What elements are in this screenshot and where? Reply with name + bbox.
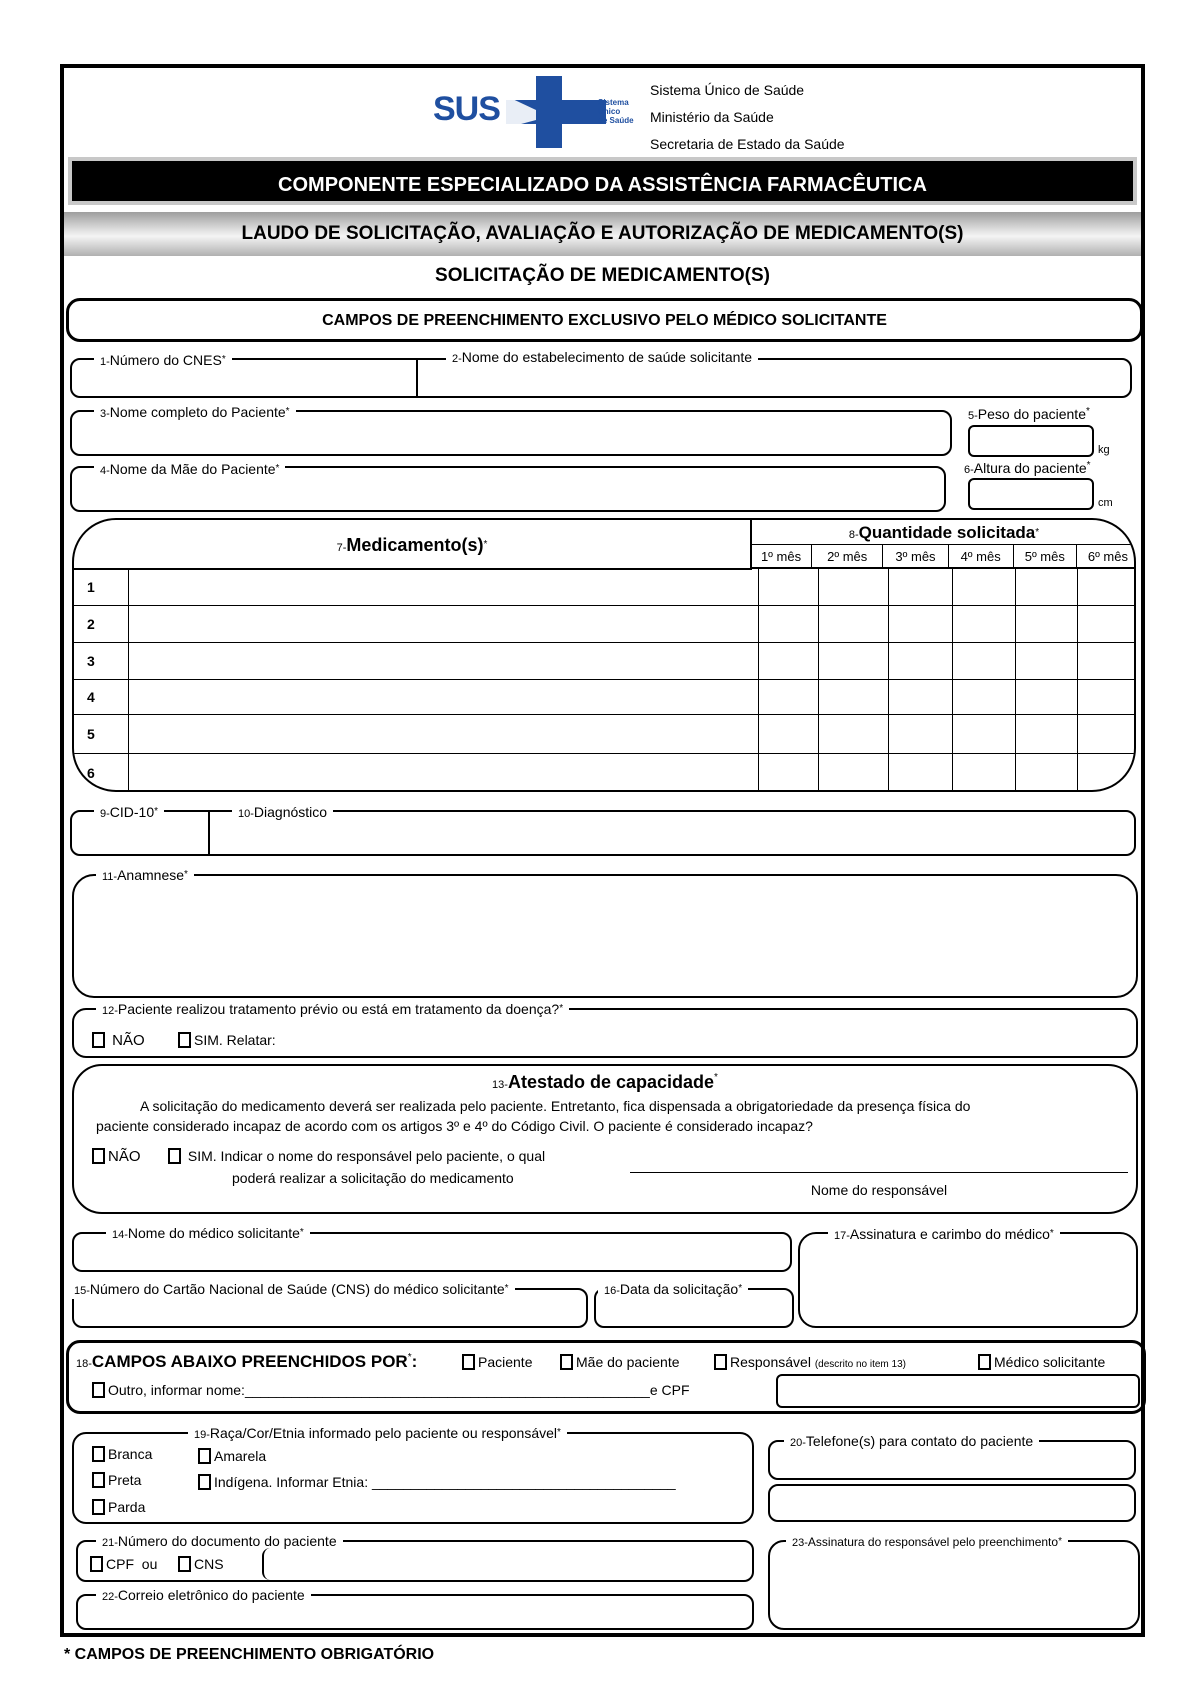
prior-treatment-yes-label: SIM. Relatar: <box>194 1032 276 1048</box>
footer-note: * CAMPOS DE PREENCHIMENTO OBRIGATÓRIO <box>64 1646 435 1663</box>
checkbox[interactable] <box>462 1354 475 1370</box>
weight-star: * <box>1085 406 1090 417</box>
checkbox[interactable] <box>92 1499 105 1515</box>
qty-cell[interactable] <box>952 715 1016 754</box>
qty-cell[interactable] <box>759 606 819 643</box>
capacity-title <box>72 1072 1138 1093</box>
checkbox-no[interactable] <box>92 1032 105 1048</box>
document-cns-label: CNS <box>194 1556 224 1572</box>
qty-cell[interactable] <box>1078 715 1136 754</box>
qty-cell[interactable] <box>1016 569 1078 606</box>
anamnesis-label <box>96 867 194 885</box>
option-responsible-label: Responsável <box>730 1354 811 1370</box>
race-brown[interactable] <box>92 1499 145 1515</box>
qty-cell[interactable] <box>1078 569 1136 606</box>
qty-cell[interactable] <box>952 569 1016 606</box>
race-white[interactable] <box>92 1446 152 1462</box>
checkbox[interactable] <box>92 1472 105 1488</box>
checkbox[interactable] <box>92 1382 105 1398</box>
race-text: Raça/Cor/Etnia informado pelo paciente ou responsável <box>209 1425 558 1441</box>
quantity-text: Quantidade solicitada <box>858 523 1036 542</box>
qty-cell[interactable] <box>1016 606 1078 643</box>
doctor-name-star: * <box>299 1227 304 1238</box>
month-3: 3º mês <box>883 545 948 568</box>
race-brown-label: Parda <box>108 1499 146 1515</box>
anamnesis-text: Anamnese <box>117 867 185 883</box>
capacity-star: * <box>714 1072 718 1083</box>
qty-cell[interactable] <box>952 643 1016 680</box>
height-label <box>964 460 1091 476</box>
document-cns[interactable] <box>178 1556 224 1572</box>
race-white-label: Branca <box>108 1446 153 1462</box>
medications-header <box>74 520 752 570</box>
qty-cell[interactable] <box>952 754 1016 793</box>
logo-sub1: Sistema <box>598 98 629 107</box>
filled-by-num: 18- <box>76 1358 92 1370</box>
diagnosis-num: 10- <box>238 808 254 820</box>
doctor-cns-star: * <box>504 1283 509 1294</box>
responsible-signature-text: Assinatura do responsável pelo preenchimento <box>807 1535 1059 1549</box>
checkbox[interactable] <box>198 1448 211 1464</box>
capacity-yes-text1: . Indicar o nome do responsável pelo paciente, o qual <box>212 1148 546 1164</box>
establishment-label <box>446 349 758 367</box>
logo-caption <box>598 98 634 125</box>
qty-cell[interactable] <box>759 569 819 606</box>
medication-cell[interactable] <box>128 606 759 643</box>
qty-cell[interactable] <box>1078 643 1136 680</box>
responsible-signature-num: 23- <box>792 1537 808 1549</box>
option-doctor-label: Médico solicitante <box>994 1354 1106 1370</box>
document-number-field[interactable] <box>262 1548 752 1580</box>
document-text: Número do documento do paciente <box>117 1533 337 1549</box>
height-text: Altura do paciente <box>973 460 1087 476</box>
medications-grid <box>72 568 1136 792</box>
qty-cell[interactable] <box>888 569 952 606</box>
title-bar: COMPONENTE ESPECIALIZADO DA ASSISTÊNCIA FARMACÊUTICA <box>68 157 1137 205</box>
qty-cell[interactable] <box>888 754 952 793</box>
medications-num: 7- <box>336 542 347 554</box>
table-row <box>73 715 1137 754</box>
capacity-text1: A solicitação do medicamento deverá ser realizada pelo paciente. Entretanto, fica dispensada a obrigatoriedade da presença física do <box>140 1098 971 1114</box>
document-cpf[interactable] <box>90 1556 157 1572</box>
phone-field-2[interactable] <box>768 1484 1136 1522</box>
doctor-signature-star: * <box>1049 1228 1054 1239</box>
capacity-yes[interactable] <box>168 1148 545 1164</box>
filled-by-title: CAMPOS ABAIXO PREENCHIDOS POR <box>91 1352 408 1371</box>
filled-by-row: 18-CAMPOS ABAIXO PREENCHIDOS POR*: <box>76 1352 418 1371</box>
email-label <box>96 1587 311 1605</box>
cid-text: CID-10 <box>109 804 155 820</box>
option-other[interactable] <box>92 1382 690 1398</box>
capacity-text: Atestado de capacidade <box>507 1072 715 1092</box>
qty-cell[interactable] <box>1078 754 1136 793</box>
cnes-label <box>94 352 232 370</box>
mother-name-text: Nome da Mãe do Paciente <box>109 461 276 477</box>
medication-cell[interactable] <box>128 754 759 793</box>
qty-cell[interactable] <box>759 680 819 715</box>
patient-name-star: * <box>285 406 290 417</box>
prior-treatment-text: Paciente realizou tratamento prévio ou está em tratamento da doença? <box>117 1001 560 1017</box>
header-lines <box>650 77 845 158</box>
weight-unit: kg <box>1098 444 1110 456</box>
qty-cell[interactable] <box>888 715 952 754</box>
height-star: * <box>1086 460 1091 471</box>
cid-star: * <box>154 806 159 817</box>
request-date-num: 16- <box>604 1285 620 1297</box>
option-patient[interactable] <box>462 1354 532 1370</box>
qty-cell[interactable] <box>1016 754 1078 793</box>
cnes-num: 1- <box>100 356 110 368</box>
option-mother-label: Mãe do paciente <box>576 1354 680 1370</box>
row-number: 2 <box>73 606 129 643</box>
subtitle-bar: LAUDO DE SOLICITAÇÃO, AVALIAÇÃO E AUTORIZAÇÃO DE MEDICAMENTO(S) <box>64 212 1141 256</box>
qty-cell[interactable] <box>819 754 889 793</box>
phone-text: Telefone(s) para contato do paciente <box>805 1433 1034 1449</box>
cid-label <box>94 804 164 822</box>
row-number: 5 <box>73 715 129 754</box>
cid-num: 9- <box>100 808 110 820</box>
medication-cell[interactable] <box>128 715 759 754</box>
race-indigenous[interactable] <box>198 1474 676 1490</box>
qty-cell[interactable] <box>1078 680 1136 715</box>
qty-cell[interactable] <box>819 569 889 606</box>
quantity-star: * <box>1035 527 1040 538</box>
weight-field[interactable] <box>968 425 1094 457</box>
anamnesis-star: * <box>184 869 188 880</box>
qty-cell[interactable] <box>759 715 819 754</box>
table-row <box>73 606 1137 643</box>
section-title: SOLICITAÇÃO DE MEDICAMENTO(S) <box>435 265 770 286</box>
checkbox-yes[interactable] <box>178 1032 191 1048</box>
responsible-signature-field[interactable] <box>768 1540 1140 1630</box>
document-cpf-label: CPF <box>106 1556 134 1572</box>
document-num: 21- <box>102 1537 118 1549</box>
doctor-cns-text: Número do Cartão Nacional de Saúde (CNS) do médico solicitante <box>89 1281 505 1297</box>
header-line3: Secretaria de Estado da Saúde <box>650 136 845 152</box>
quantity-num: 8- <box>848 529 859 541</box>
row-number: 4 <box>73 680 129 715</box>
weight-num: 5- <box>968 410 978 422</box>
option-mother[interactable] <box>560 1354 680 1370</box>
prior-treatment-no[interactable] <box>92 1032 145 1049</box>
table-row <box>73 680 1137 715</box>
prior-treatment-no-label: NÃO <box>112 1032 145 1049</box>
qty-cell[interactable] <box>819 680 889 715</box>
month-1: 1º mês <box>751 545 812 568</box>
qty-cell[interactable] <box>1016 680 1078 715</box>
anamnesis-field[interactable] <box>72 874 1138 998</box>
prior-treatment-star: * <box>559 1003 564 1014</box>
month-6: 6º mês <box>1076 545 1136 568</box>
capacity-yes-text2: poderá realizar a solicitação do medicamento <box>232 1170 514 1186</box>
race-indigenous-label: Indígena. Informar Etnia: _______________________________________ <box>214 1474 676 1490</box>
doctor-cns-label <box>72 1281 515 1299</box>
month-4: 4º mês <box>948 545 1013 568</box>
cpf-field[interactable] <box>776 1374 1140 1408</box>
medications-text: Medicamento(s) <box>346 535 484 555</box>
logo-sub3: de Saúde <box>598 116 634 125</box>
prior-treatment-yes[interactable] <box>178 1032 276 1048</box>
capacity-no-label: NÃO <box>108 1148 141 1165</box>
capacity-yes-label: SIM <box>187 1148 213 1164</box>
header-line2: Ministério da Saúde <box>650 109 774 125</box>
checkbox-yes[interactable] <box>168 1148 181 1164</box>
header-line1: Sistema Único de Saúde <box>650 82 805 98</box>
race-black[interactable] <box>92 1472 141 1488</box>
row-number: 1 <box>73 569 129 606</box>
responsible-name-caption: Nome do responsável <box>810 1182 948 1198</box>
responsible-name-line[interactable] <box>630 1172 1128 1173</box>
prior-treatment-label <box>96 1001 569 1019</box>
height-unit: cm <box>1098 497 1113 509</box>
mother-name-label <box>94 461 285 479</box>
patient-name-label <box>94 404 296 422</box>
race-num: 19- <box>194 1429 210 1441</box>
prior-treatment-num: 12- <box>102 1005 118 1017</box>
checkbox[interactable] <box>92 1446 105 1462</box>
race-yellow-label: Amarela <box>214 1448 267 1464</box>
anamnesis-num: 11- <box>102 871 118 883</box>
race-star: * <box>557 1427 561 1438</box>
mother-name-star: * <box>275 463 280 474</box>
option-responsible[interactable] <box>714 1354 906 1370</box>
doctor-name-label <box>106 1225 310 1243</box>
row-number: 3 <box>73 643 129 680</box>
qty-cell[interactable] <box>888 606 952 643</box>
establishment-text: Nome do estabelecimento de saúde solicitante <box>461 349 753 365</box>
capacity-num: 13- <box>492 1079 508 1091</box>
qty-cell[interactable] <box>888 643 952 680</box>
section-note: CAMPOS DE PREENCHIMENTO EXCLUSIVO PELO MÉDICO SOLICITANTE <box>66 298 1143 342</box>
qty-cell[interactable] <box>759 754 819 793</box>
doctor-signature-num: 17- <box>834 1230 850 1242</box>
weight-label <box>968 406 1090 422</box>
table-row <box>73 754 1137 793</box>
qty-cell[interactable] <box>1016 715 1078 754</box>
checkbox[interactable] <box>90 1556 103 1572</box>
qty-cell[interactable] <box>759 643 819 680</box>
request-date-label <box>598 1281 748 1299</box>
qty-cell[interactable] <box>1078 606 1136 643</box>
qty-cell[interactable] <box>888 680 952 715</box>
establishment-num: 2- <box>452 353 462 365</box>
email-text: Correio eletrônico do paciente <box>117 1587 305 1603</box>
diagnosis-label <box>232 804 333 822</box>
quantity-header <box>750 520 1136 544</box>
checkbox[interactable] <box>714 1354 727 1370</box>
medication-cell[interactable] <box>128 569 759 606</box>
option-other-label: Outro, informar nome:____________________________________________________e CPF <box>108 1382 690 1398</box>
qty-cell[interactable] <box>952 680 1016 715</box>
race-yellow[interactable] <box>198 1448 266 1464</box>
diagnosis-text: Diagnóstico <box>253 804 328 820</box>
patient-name-text: Nome completo do Paciente <box>109 404 286 420</box>
doctor-cns-num: 15- <box>74 1285 90 1297</box>
checkbox-no[interactable] <box>92 1148 105 1164</box>
option-doctor[interactable] <box>978 1354 1105 1370</box>
medications-star: * <box>483 539 488 550</box>
phone-num: 20- <box>790 1437 806 1449</box>
doctor-name-text: Nome do médico solicitante <box>127 1225 300 1241</box>
month-2: 2º mês <box>812 545 883 568</box>
capacity-text2: paciente considerado incapaz de acordo com os artigos 3º e 4º do Código Civil. O paciente é considerado incapaz? <box>96 1118 813 1134</box>
diagnosis-field[interactable] <box>208 810 1136 856</box>
sus-logo-text: SUS <box>433 90 500 128</box>
medication-cell[interactable] <box>128 643 759 680</box>
cnes-star: * <box>221 354 226 365</box>
doctor-name-num: 14- <box>112 1229 128 1241</box>
mother-name-num: 4- <box>100 465 110 477</box>
qty-cell[interactable] <box>952 606 1016 643</box>
responsible-signature-star: * <box>1058 1536 1062 1547</box>
height-field[interactable] <box>968 478 1094 510</box>
checkbox[interactable] <box>198 1474 211 1490</box>
qty-cell[interactable] <box>819 643 889 680</box>
table-row <box>73 569 1137 606</box>
doctor-signature-text: Assinatura e carimbo do médico <box>849 1226 1050 1242</box>
medication-cell[interactable] <box>128 680 759 715</box>
qty-cell[interactable] <box>819 606 889 643</box>
checkbox[interactable] <box>978 1354 991 1370</box>
table-row <box>73 643 1137 680</box>
request-date-star: * <box>738 1283 743 1294</box>
doctor-signature-label <box>828 1226 1060 1244</box>
race-label <box>188 1425 567 1443</box>
row-number: 6 <box>73 754 129 793</box>
height-num: 6- <box>964 464 974 476</box>
doctor-signature-field[interactable] <box>798 1232 1138 1328</box>
month-5: 5º mês <box>1013 545 1076 568</box>
capacity-no[interactable] <box>92 1148 141 1165</box>
logo-sub2: Único <box>598 107 621 116</box>
responsible-signature-label <box>786 1534 1068 1551</box>
document-or: ou <box>141 1556 158 1572</box>
race-black-label: Preta <box>108 1472 142 1488</box>
filled-by-star: * <box>407 1352 412 1363</box>
weight-text: Peso do paciente <box>977 406 1086 422</box>
cnes-text: Número do CNES <box>109 352 222 368</box>
months-row <box>750 544 1136 568</box>
qty-cell[interactable] <box>1016 643 1078 680</box>
qty-cell[interactable] <box>819 715 889 754</box>
sus-logo <box>430 76 650 148</box>
phone-label <box>784 1433 1039 1451</box>
request-date-text: Data da solicitação <box>619 1281 739 1297</box>
option-responsible-note: (descrito no item 13) <box>814 1359 906 1370</box>
email-num: 22- <box>102 1591 118 1603</box>
cross-icon <box>506 76 606 148</box>
patient-name-num: 3- <box>100 408 110 420</box>
medications-box <box>72 518 1136 792</box>
checkbox[interactable] <box>178 1556 191 1572</box>
option-patient-label: Paciente <box>478 1354 533 1370</box>
checkbox[interactable] <box>560 1354 573 1370</box>
